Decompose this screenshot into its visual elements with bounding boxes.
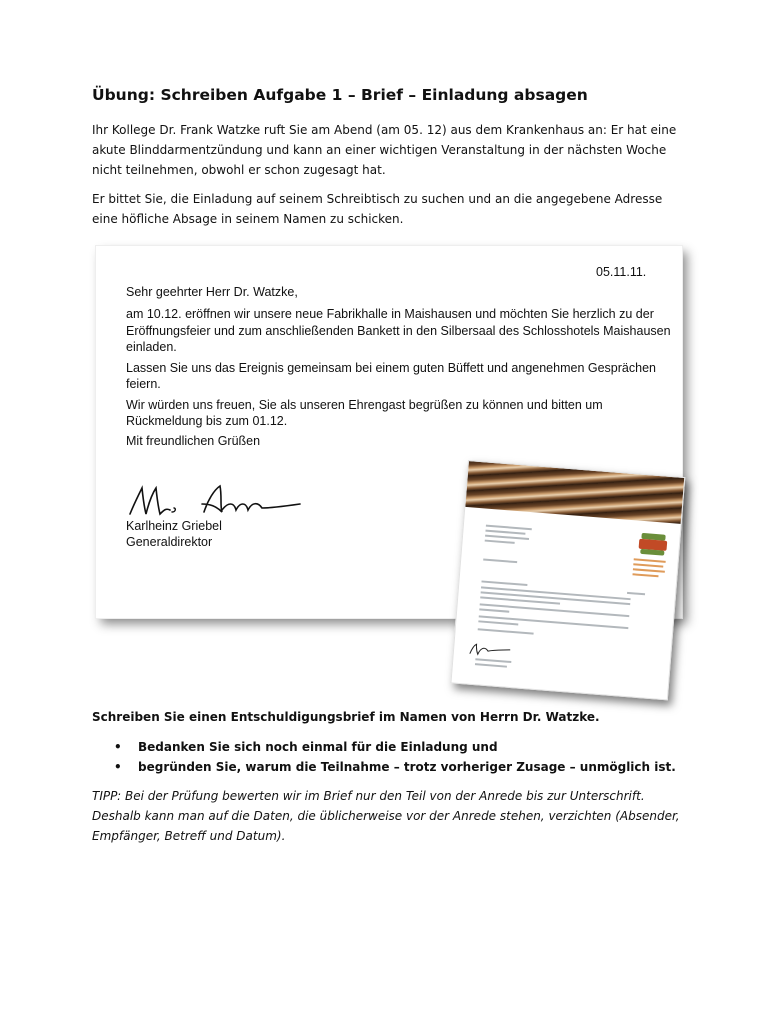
letter-greeting: Sehr geehrter Herr Dr. Watzke,: [126, 285, 298, 299]
company-logo-icon: [638, 533, 668, 557]
task-title: Schreiben Sie einen Entschuldigungsbrief im Namen von Herrn Dr. Watzke.: [92, 710, 600, 724]
signer-role: Generaldirektor: [126, 535, 213, 549]
bullet-text: Bedanken Sie sich noch einmal für die Einladung und: [138, 740, 498, 754]
letter-paragraph: Lassen Sie uns das Ereignis gemeinsam bei einem guten Büffett und angenehmen Gesprächen feiern.: [126, 360, 656, 391]
bullet-icon: •: [114, 740, 122, 754]
letter-paragraph: am 10.12. eröffnen wir unsere neue Fabrikhalle in Maishausen und möchten Sie herzlich zu der Eröffnungsfeier und zum anschließenden Bankett in den Silbersaal des Schlosshotels Maishausen einladen.: [126, 307, 671, 354]
list-item: [92, 737, 692, 757]
letter-paragraph: Wir würden uns freuen, Sie als unseren Ehrengast begrüßen zu können und bitten um Rückmeldung bis zum 01.12.: [126, 397, 603, 428]
signer-name: Karlheinz Griebel: [126, 519, 222, 533]
request-paragraph: Er bittet Sie, die Einladung auf seinem Schreibtisch zu suchen und an die angegebene Adresse eine höfliche Absage in seinem Namen zu schicken.: [92, 192, 663, 226]
tip-note: TIPP: Bei der Prüfung bewerten wir im Brief nur den Teil von der Anrede bis zur Unterschrift. Deshalb kann man auf die Daten, die üblicherweise vor der Anrede stehen, verzichten (Absender, Empfänger, Betreff und Datum).: [92, 789, 680, 843]
page-title: Übung: Schreiben Aufgabe 1 – Brief – Einladung absagen: [92, 86, 588, 104]
letter-thumbnail-image: [450, 460, 685, 700]
letter-body: [126, 306, 674, 434]
bullet-text: begründen Sie, warum die Teilnahme – trotz vorheriger Zusage – unmöglich ist.: [138, 760, 676, 774]
list-item: [92, 757, 692, 777]
letter-closing: Mit freundlichen Grüßen: [126, 434, 261, 448]
bullet-icon: •: [114, 760, 122, 774]
intro-paragraph: Ihr Kollege Dr. Frank Watzke ruft Sie am Abend (am 05. 12) aus dem Krankenhaus an: Er hat eine akute Blinddarmentzündung und kann an einer wichtigen Veranstaltung in der nächsten Woche nicht teilnehmen, obwohl er schon zugesagt hat.: [92, 123, 677, 177]
letter-date: 05.11.11.: [596, 265, 647, 279]
task-bullet-list: [92, 737, 692, 777]
